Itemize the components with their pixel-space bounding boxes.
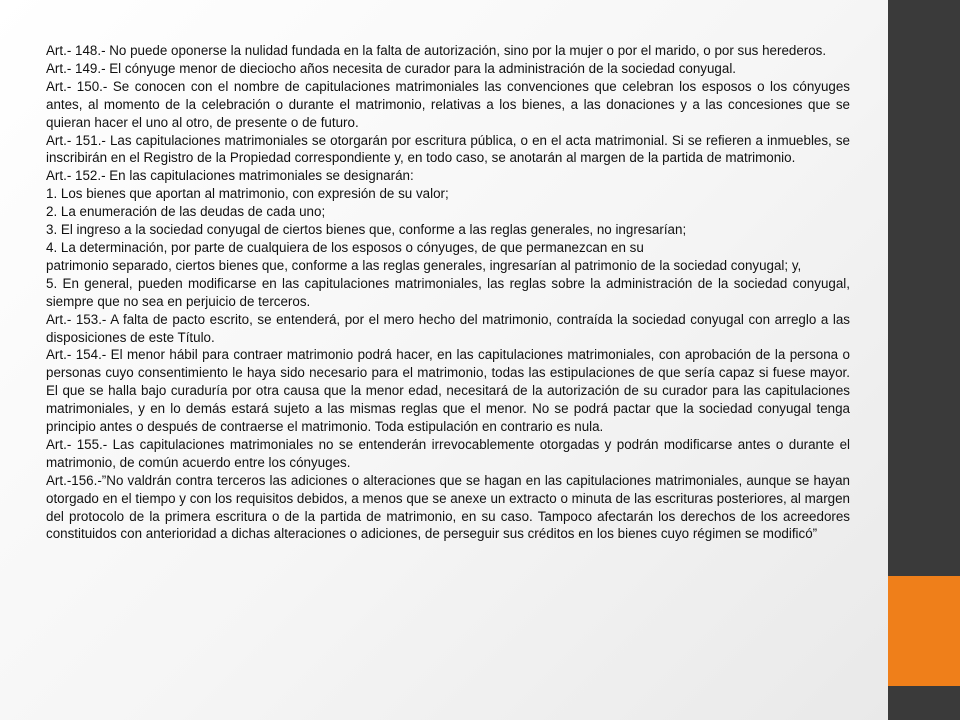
side-accent-block xyxy=(888,576,960,686)
paragraph-art-155: Art.- 155.- Las capitulaciones matrimoniales no se entenderán irrevocablemente otorgadas y podrán modificarse antes o durante el matrimonio, de común acuerdo entre los cónyuges. xyxy=(46,436,850,470)
paragraph-art-153: Art.- 153.- A falta de pacto escrito, se entenderá, por el mero hecho del matrimonio, contraída la sociedad conyugal con arreglo a las disposiciones de este Título. xyxy=(46,311,850,345)
paragraph-art-150: Art.- 150.- Se conocen con el nombre de capitulaciones matrimoniales las convenciones que celebran los esposos o los cónyuges antes, al momento de la celebración o durante el matrimonio, relativas a los bienes, a las donaciones y a las concesiones que se quieran hacer el uno al otro, de presente o de futuro. xyxy=(46,78,850,130)
list-item-3: 3. El ingreso a la sociedad conyugal de ciertos bienes que, conforme a las reglas generales, no ingresarían; xyxy=(46,222,687,238)
paragraph-art-156: Art.-156.-”No valdrán contra terceros las adiciones o alteraciones que se hagan en las capitulaciones matrimoniales, aunque se hayan otorgado en el tiempo y con los requisitos debidos, a menos que se anexe un extracto o minuta de las escrituras posteriores, al margen del protocolo de la primera escritura o de la partida de matrimonio, en su caso. Tampoco afectarán los derechos de los acreedores constituidos con anterioridad a dichas alteraciones o adiciones, de perseguir sus créditos en los bienes cuyo régimen se modificó” xyxy=(46,472,850,542)
list-item-2: 2. La enumeración de las deudas de cada uno; xyxy=(46,204,326,220)
paragraph-art-154: Art.- 154.- El menor hábil para contraer matrimonio podrá hacer, en las capitulaciones matrimoniales, con aprobación de la persona o personas cuyo consentimiento le haya sido necesario para el matrimonio, todas las estipulaciones de que sería capaz si fuese mayor. El que se halla bajo curaduría por otra causa que la menor edad, necesitará de la autorización de su curador para las capitulaciones matrimoniales, y en lo demás estará sujeto a las mismas reglas que el menor. No se podrá pactar que la sociedad conyugal tenga principio antes o después de contraerse el matrimonio. Toda estipulación en contrario es nula. xyxy=(46,347,850,435)
paragraph-art-149: Art.- 149.- El cónyuge menor de dieciocho años necesita de curador para la administración de la sociedad conyugal. xyxy=(46,60,737,76)
paragraph-art-151: Art.- 151.- Las capitulaciones matrimoniales se otorgarán por escritura pública, o en el acta matrimonial. Si se refieren a inmuebles, se inscribirán en el Registro de la Propiedad correspondiente y, en todo caso, se anotarán al margen de la partida de matrimonio. xyxy=(46,132,850,166)
slide-body-text xyxy=(46,42,850,543)
list-item-4-continued: patrimonio separado, ciertos bienes que, conforme a las reglas generales, ingresarían al patrimonio de la sociedad conyugal; y, xyxy=(46,257,802,273)
list-item-5: 5. En general, pueden modificarse en las capitulaciones matrimoniales, las reglas sobre la administración de la sociedad conyugal, siempre que no sea en perjuicio de terceros. xyxy=(46,275,850,309)
paragraph-art-148: Art.- 148.- No puede oponerse la nulidad fundada en la falta de autorización, sino por la mujer o por el marido, o por sus herederos. xyxy=(46,43,827,58)
list-item-4: 4. La determinación, por parte de cualquiera de los esposos o cónyuges, de que permanezcan en su xyxy=(46,239,644,255)
list-item-1: 1. Los bienes que aportan al matrimonio, con expresión de su valor; xyxy=(46,186,449,202)
paragraph-art-152: Art.- 152.- En las capitulaciones matrimoniales se designarán: xyxy=(46,168,414,184)
